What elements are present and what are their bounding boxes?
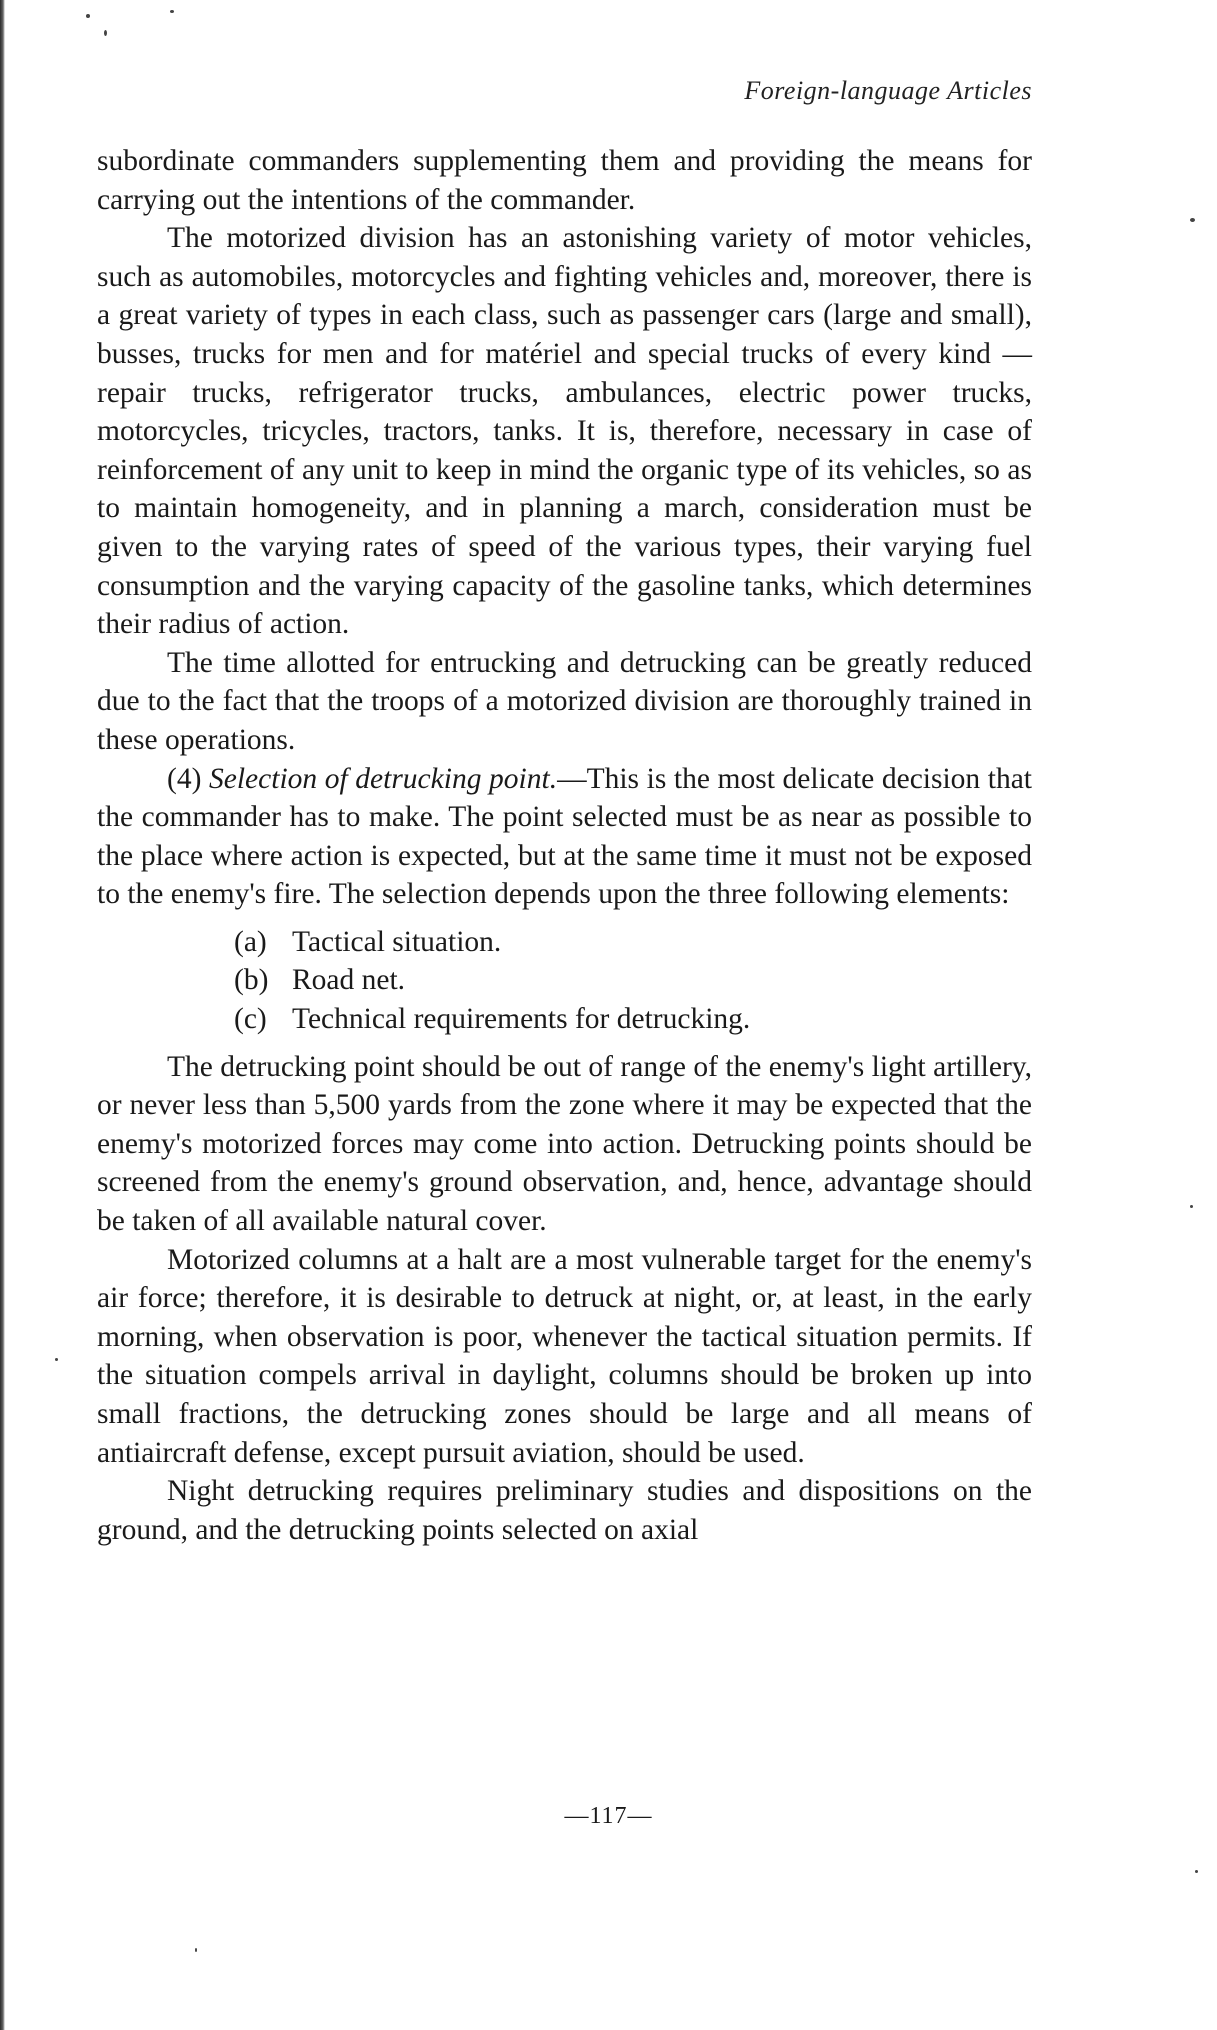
scan-edge-shadow <box>0 0 5 2030</box>
list-item-text: Tactical situation. <box>292 925 502 958</box>
paragraph-motor-vehicles: The motorized division has an astonishing variety of motor vehicles, such as automobiles, motorcycles and fighting vehicles and, moreover, there is a great variety of types in each class, such as passenger cars (large and small), busses, trucks for men and for matériel and special trucks of every kind — repair trucks, refrigerator trucks, ambulances, electric power trucks, motorcycles, tricycles, tractors, tanks. It is, therefore, necessary in case of reinforcement of any unit to keep in mind the organic type of its vehicles, so as to maintain homogeneity, and in planning a march, consideration must be given to the varying rates of speed of the various types, their varying fuel consumption and the varying capacity of the gasoline tanks, which determines their radius of action. <box>97 222 1032 641</box>
section-number: (4) <box>167 762 202 795</box>
page-number: —117— <box>564 1803 653 1829</box>
paragraph-continuation: subordinate commanders supplementing them and providing the means for carrying out the intentions of the commander. <box>97 145 1032 216</box>
list-item <box>234 923 1032 962</box>
paragraph-air-vulnerability: Motorized columns at a halt are a most vulnerable target for the enemy's air force; therefore, it is desirable to detruck at night, or, at least, in the early morning, when observation is poor, whenever the tactical situation permits. If the situation compels arrival in daylight, columns should be broken up into small fractions, the detrucking zones should be large and all means of antiaircraft defense, except pursuit aviation, should be used. <box>97 1243 1032 1469</box>
paragraph-selection-detrucking-point <box>97 760 1032 914</box>
scan-speck <box>86 14 90 18</box>
scan-speck <box>1195 1870 1198 1873</box>
list-item-label: (b) <box>234 964 269 997</box>
scan-speck <box>104 30 107 36</box>
scan-speck <box>195 1948 197 1952</box>
section-heading: Selection of detrucking point. <box>209 762 558 795</box>
scan-speck <box>55 1358 58 1361</box>
scan-speck <box>1190 1205 1193 1208</box>
section-body: —This is the most delicate decision that the commander has to make. The point selected must be as near as possible to the place where action is expected, but at the same time it must not be exposed to the enemy's fire. The selection depends upon the three following elements: <box>97 762 1032 911</box>
list-item <box>234 961 1032 1000</box>
list-item <box>234 1000 1032 1039</box>
list-item-text: Road net. <box>292 964 406 997</box>
list-item-label: (c) <box>234 1003 267 1036</box>
scan-speck <box>1190 218 1195 222</box>
paragraph-entrucking-time: The time allotted for entrucking and detrucking can be greatly reduced due to the fact that the troops of a motorized division are thoroughly trained in these operations. <box>97 646 1032 756</box>
document-body <box>97 142 1032 1549</box>
running-head: Foreign-language Articles <box>744 76 1032 105</box>
list-item-label: (a) <box>234 925 267 958</box>
scan-speck <box>170 10 174 13</box>
paragraph-artillery-range: The detrucking point should be out of range of the enemy's light artillery, or never less than 5,500 yards from the zone where it may be expected that the enemy's motorized forces may come into action. Detrucking points should be screened from the enemy's ground observation, and, hence, advantage should be taken of all available natural cover. <box>97 1050 1032 1238</box>
list-item-text: Technical requirements for detrucking. <box>292 1003 751 1036</box>
elements-list <box>97 923 1032 1039</box>
paragraph-night-detrucking: Night detrucking requires preliminary studies and dispositions on the ground, and the detrucking points selected on axial <box>97 1475 1032 1546</box>
